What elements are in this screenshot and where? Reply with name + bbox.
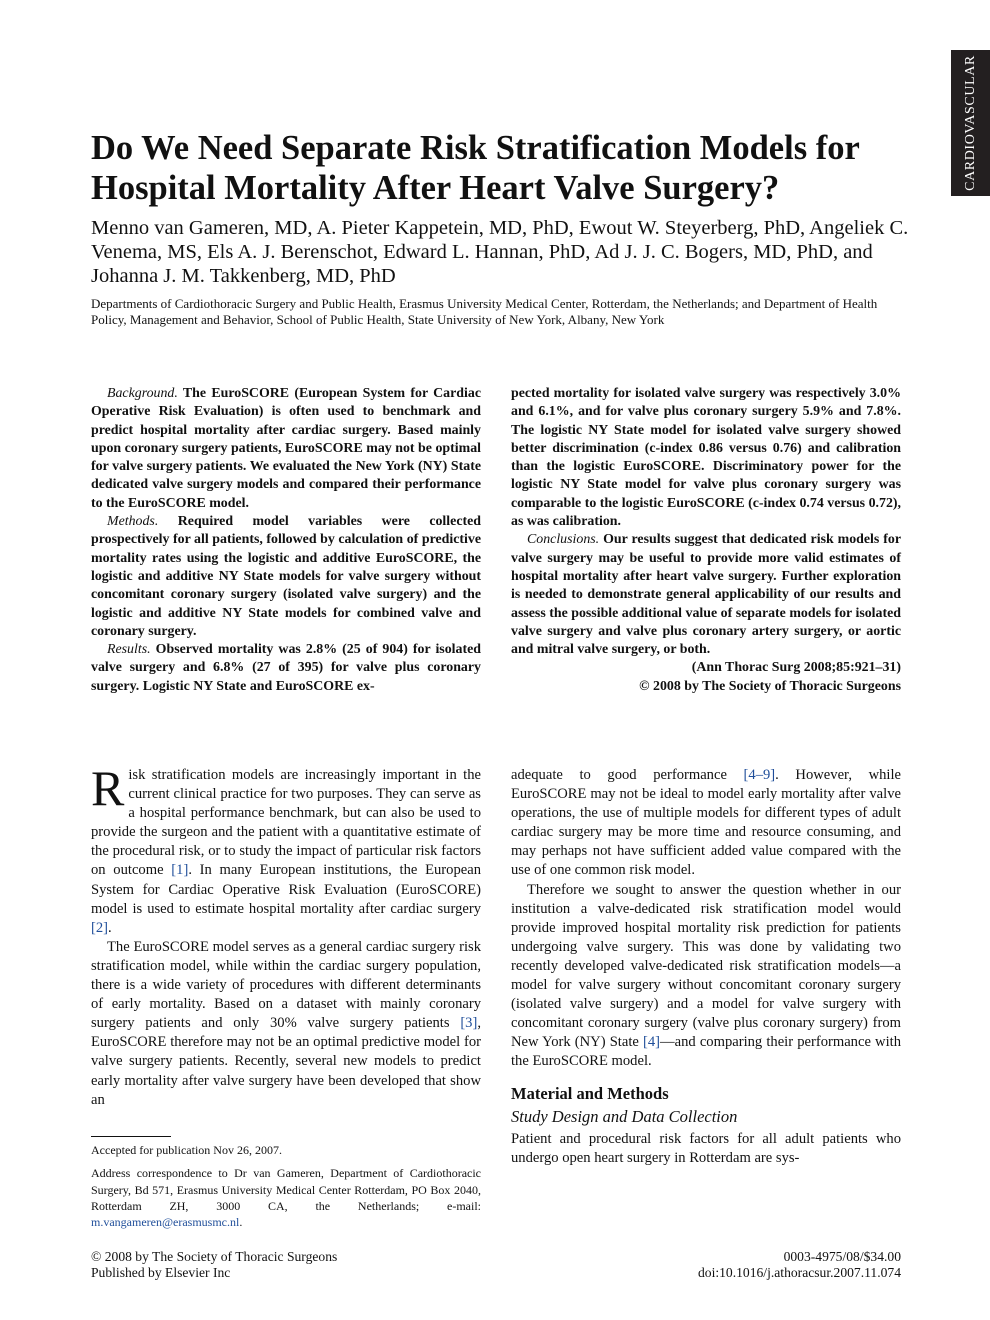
- footer-issn: 0003-4975/08/$34.00: [783, 1249, 901, 1264]
- accepted-date: Accepted for publication Nov 26, 2007.: [91, 1143, 282, 1157]
- reference-link[interactable]: [4–9]: [743, 767, 776, 783]
- footer-publisher: Published by Elsevier Inc: [91, 1265, 231, 1280]
- abstract-left-column: [91, 385, 481, 696]
- methods-paragraph-1: Patient and procedural risk factors for all adult patients who undergo open heart surgery in Rotterdam are sys-: [511, 1130, 901, 1166]
- abstract-right-column: [511, 385, 901, 696]
- methods-label: Methods.: [107, 514, 159, 530]
- abstract-methods: Methods. Required model variables were collected prospectively for all patients, followed by calculation of predictive mortality rates using the logistic and additive EuroSCORE, the logistic and additive NY State models for valve surgery without concomitant coronary surgery (isolated valve surgery) and the logistic and additive NY State models for combined valve and coronary surgery.: [91, 514, 481, 639]
- journal-citation: (Ann Thorac Surg 2008;85:921–31): [691, 660, 901, 676]
- author-list: Menno van Gameren, MD, A. Pieter Kappetein, MD, PhD, Ewout W. Steyerberg, PhD, Angeliek C. Venema, MS, Els A. J. Berenschot, Edward L. Hannan, PhD, Ad J. J. C. Bogers, MD, PhD, and Johanna J. M. Takkenberg, MD, PhD: [91, 217, 909, 287]
- footnote-divider: [91, 1136, 171, 1137]
- affiliations: Departments of Cardiothoracic Surgery and Public Health, Erasmus University Medical Center, Rotterdam, the Netherlands; and Department of Health Policy, Management and Behavior, School of Public Health, State University of New York, Albany, New York: [91, 296, 878, 327]
- footer-doi: doi:10.1016/j.athoracsur.2007.11.074: [697, 1265, 901, 1280]
- article-title: Do We Need Separate Risk Stratification Models for Hospital Mortality After Heart Valve Surgery?: [91, 129, 860, 207]
- reference-link[interactable]: [1]: [171, 862, 189, 879]
- abstract-conclusions: Conclusions. Our results suggest that dedicated risk models for valve surgery may be useful to provide more valid estimates of hospital mortality after heart valve surgery. Further exploration is needed to demonstrate general applicability of our results and assess the possible additional value of separate models for isolated valve surgery and valve plus coronary artery surgery, or aortic and mitral valve surgery, or both.: [511, 532, 901, 658]
- footer-left: [91, 1249, 337, 1281]
- abstract-copyright: © 2008 by The Society of Thoracic Surgeons: [639, 678, 901, 694]
- results-label: Results.: [107, 642, 151, 658]
- abstract-results-continued: pected mortality for isolated valve surgery was respectively 3.0% and 6.1%, and for valve plus coronary surgery 5.9% and 7.8%. The logistic NY State model for isolated valve surgery showed better discrimination (c-index 0.86 versus 0.76) and calibration than the logistic EuroSCORE. Discriminatory power for the logistic NY State model for valve plus coronary surgery was comparable to the logistic EuroSCORE (c-index 0.74 versus 0.72), as was calibration.: [511, 386, 901, 530]
- email-link[interactable]: m.vangameren@erasmusmc.nl: [91, 1215, 240, 1230]
- footer-right: [698, 1249, 901, 1281]
- reference-link[interactable]: [2]: [91, 919, 109, 936]
- background-label: Background.: [107, 386, 178, 401]
- intro-paragraph-3: adequate to good performance [4–9]. However, while EuroSCORE may not be ideal to model early mortality after valve operations, the use of multiple models for different types of adult cardiac surgery may be more time and resource consuming, and may perhaps not have sufficient added value compared with the use of one common risk model.: [511, 767, 901, 879]
- reference-link[interactable]: [4]: [643, 1034, 661, 1051]
- abstract-background: Background. The EuroSCORE (European System for Cardiac Operative Risk Evaluation) is often used to benchmark and predict hospital mortality after cardiac surgery. Based mainly upon coronary surgery patients, EuroSCORE may not be optimal for valve surgery patients. We evaluated the New York (NY) State dedicated valve surgery models and compared their performance to the EuroSCORE model.: [91, 386, 481, 511]
- section-tab-label: CARDIOVASCULAR: [962, 55, 978, 191]
- subsection-heading: Study Design and Data Collection: [511, 1106, 738, 1126]
- reference-link[interactable]: [3]: [460, 1015, 478, 1032]
- section-tab: [951, 50, 990, 196]
- intro-paragraph-4: Therefore we sought to answer the question whether in our institution a valve-dedicated risk stratification model would provide improved hospital mortality risk prediction for patients undergoing valve surgery. This was done by validating two recently developed valve-dedicated risk stratification models—a model for valve surgery without concomitant coronary surgery (isolated valve surgery) and a model for valve surgery with concomitant coronary surgery (valve plus coronary surgery) from New York (NY) State [4]—and comparing their performance with the EuroSCORE model.: [511, 881, 901, 1070]
- abstract-results: Results. Observed mortality was 2.8% (25 of 904) for isolated valve surgery and 6.8% (27 of 395) for valve plus coronary surgery. Logistic NY State and EuroSCORE ex-: [91, 642, 481, 694]
- footer-copyright: © 2008 by The Society of Thoracic Surgeons: [91, 1249, 338, 1264]
- drop-cap: R: [91, 760, 125, 816]
- intro-paragraph-1: Risk stratification models are increasingly important in the current clinical practice for two purposes. They can serve as a hospital performance benchmark, but can also be used to provide the surgeon and the patient with a quantitative estimate of the procedural risk, or to study the impact of particular risk factors on outcome [1]. In many European institutions, the European System for Cardiac Operative Risk Evaluation (EuroSCORE) model is used to estimate hospital mortality after cardiac surgery [2].: [91, 760, 481, 936]
- body-left-column: [91, 760, 481, 1110]
- correspondence-address: Address correspondence to Dr van Gameren, Department of Cardiothoracic Surgery, Bd 571, Erasmus University Medical Center Rotterdam, PO Box 2040, Rotterdam ZH, 3000 CA, the Netherlands; e-mail: m.vangameren@erasmusmc.nl.: [91, 1166, 481, 1230]
- body-right-column: [511, 766, 901, 1168]
- footnotes: [91, 1142, 481, 1237]
- section-heading: Material and Methods: [511, 1083, 669, 1103]
- intro-paragraph-2: The EuroSCORE model serves as a general cardiac surgery risk stratification model, while within the cardiac surgery population, there is a wide variety of procedures with different determinants of early mortality. Based on a dataset with mainly coronary surgery patients and only 30% valve surgery patients [3], EuroSCORE therefore may not be an optimal predictive model for valve surgery patients. Recently, several new models to predict early mortality after valve surgery have been developed that show an: [91, 938, 481, 1108]
- conclusions-label: Conclusions.: [527, 532, 600, 548]
